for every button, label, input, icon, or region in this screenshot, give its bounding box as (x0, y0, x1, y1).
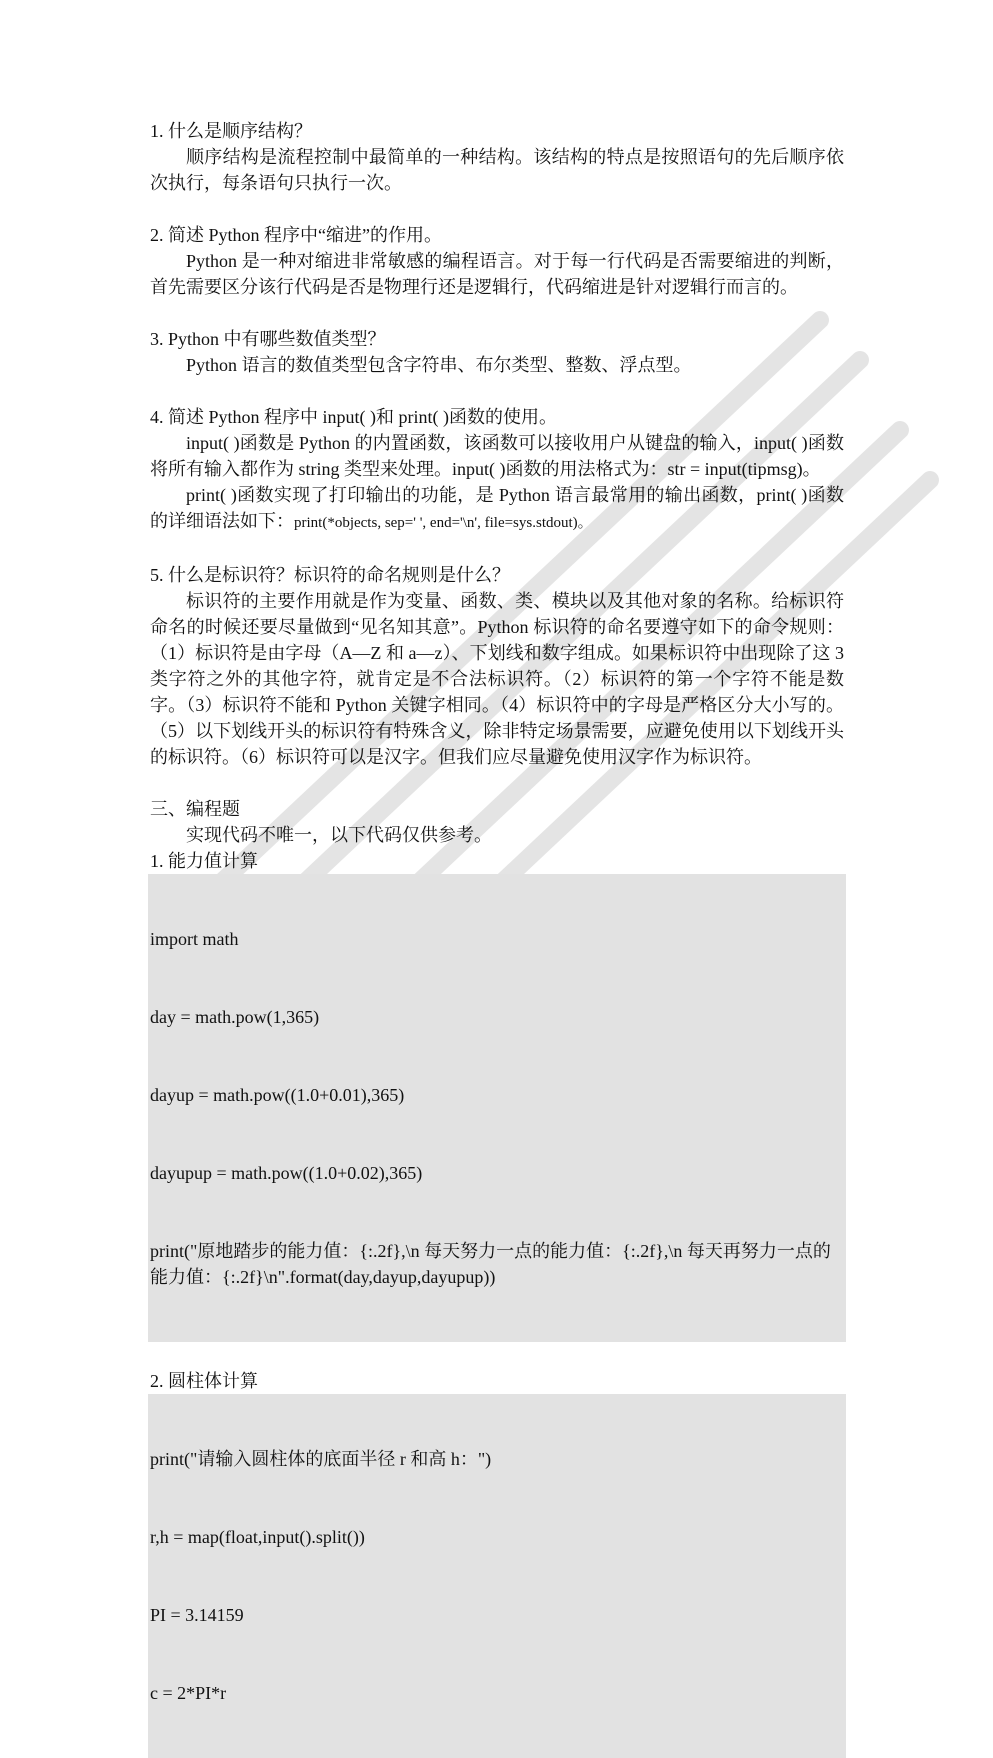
question-3-answer: Python 语言的数值类型包含字符串、布尔类型、整数、浮点型。 (186, 355, 692, 375)
print-description: print( )函数实现了打印输出的功能，是 Python 语言最常用的输出函数，print( )函数的详细语法如下： (150, 485, 844, 531)
question-4-answer-input: input( )函数是 Python 的内置函数，该函数可以接收用户从键盘的输入，input( )函数将所有输入都作为 string 类型来处理。input( )函数的用法格式为：str = input(tipmsg)。 (150, 433, 844, 479)
task-2-code-block (148, 1394, 846, 1758)
programming-heading: 三、编程题 (150, 799, 240, 819)
question-1-answer: 顺序结构是流程控制中最简单的一种结构。该结构的特点是按照语句的先后顺序依次执行，每条语句只执行一次。 (150, 147, 844, 193)
code-line: import math (150, 929, 239, 949)
code-line: print("请输入圆柱体的底面半径 r 和高 h：") (150, 1449, 492, 1469)
question-1-title: 1. 什么是顺序结构？ (150, 121, 312, 141)
task-1-code-block (148, 874, 846, 1342)
code-line: r,h = map(float,input().split()) (150, 1527, 365, 1547)
task-1-title: 1. 能力值计算 (150, 851, 258, 871)
code-line: dayup = math.pow((1.0+0.01),365) (150, 1085, 405, 1105)
question-5-title: 5. 什么是标识符？标识符的命名规则是什么？ (150, 565, 510, 585)
code-line: day = math.pow(1,365) (150, 1007, 320, 1027)
question-2-answer: Python 是一种对缩进非常敏感的编程语言。对于每一行代码是否需要缩进的判断，首先需要区分该行代码是否是物理行还是逻辑行，代码缩进是针对逻辑行而言的。 (150, 251, 844, 297)
code-line: PI = 3.14159 (150, 1605, 244, 1625)
task-2-title: 2. 圆柱体计算 (150, 1371, 258, 1391)
question-3-title: 3. Python 中有哪些数值类型？ (150, 329, 386, 349)
code-line: c = 2*PI*r (150, 1683, 227, 1703)
code-line: print("原地踏步的能力值：{:.2f},\n 每天努力一点的能力值：{:.2f},\n 每天再努力一点的能力值：{:.2f}\n".format(day,dayup,dayupup)) (150, 1241, 831, 1287)
document-body (150, 118, 844, 1758)
question-4-title: 4. 简述 Python 程序中 input( )和 print( )函数的使用。 (150, 407, 557, 427)
question-4-answer-print (150, 482, 844, 536)
programming-intro: 实现代码不唯一，以下代码仅供参考。 (186, 825, 492, 845)
code-line: dayupup = math.pow((1.0+0.02),365) (150, 1163, 423, 1183)
print-syntax: print(*objects, sep=' ', end='\n', file=sys.stdout)。 (294, 515, 593, 531)
question-2-title: 2. 简述 Python 程序中“缩进”的作用。 (150, 225, 442, 245)
question-5-answer: 标识符的主要作用就是作为变量、函数、类、模块以及其他对象的名称。给标识符命名的时候还要尽量做到“见名知其意”。Python 标识符的命名要遵守如下的命令规则：（1）标识符是由字母（A—Z 和 a—z）、下划线和数字组成。如果标识符中出现除了这 3 类字符之外的其他字符，就肯定是不合法标识符。（2）标识符的第一个字符不能是数字。（3）标识符不能和 Python 关键字相同。（4）标识符中的字母是严格区分大小写的。（5）以下划线开头的标识符有特殊含义，除非特定场景需要，应避免使用以下划线开头的标识符。（6）标识符可以是汉字。但我们应尽量避免使用汉字作为标识符。 (150, 591, 844, 767)
